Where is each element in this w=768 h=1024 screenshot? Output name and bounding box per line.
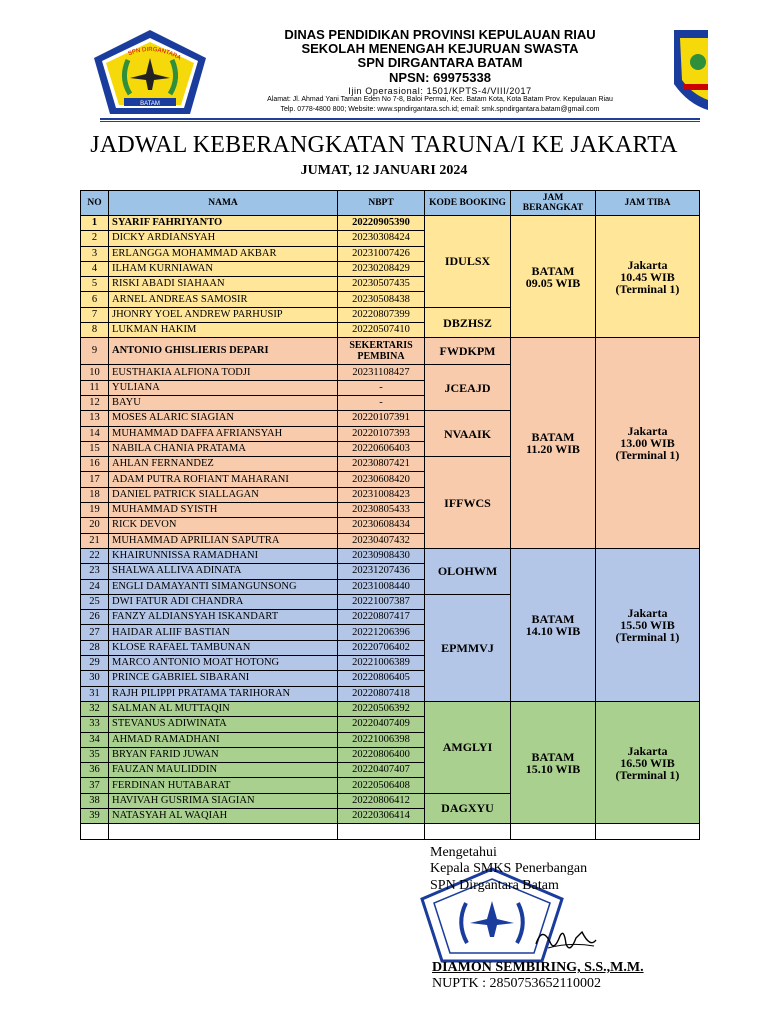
arrival-terminal: (Terminal 1) bbox=[615, 629, 680, 644]
table-row bbox=[81, 701, 700, 716]
letterhead-school-name: SPN DIRGANTARA BATAM bbox=[357, 55, 523, 70]
row-no: 15 bbox=[81, 441, 109, 456]
row-nbpt: 20221006389 bbox=[338, 656, 425, 671]
row-no: 5 bbox=[81, 277, 109, 292]
row-nbpt: - bbox=[338, 395, 425, 410]
table-empty-row bbox=[81, 824, 700, 839]
arrival-city: Jakarta bbox=[627, 743, 668, 758]
header-nama: NAMA bbox=[109, 191, 338, 216]
arrival-terminal: (Terminal 1) bbox=[615, 767, 680, 782]
row-no: 35 bbox=[81, 747, 109, 762]
row-nbpt: 20220706402 bbox=[338, 640, 425, 655]
row-no: 39 bbox=[81, 808, 109, 823]
arrival-cell bbox=[596, 548, 700, 701]
arrival-time: 13.00 WIB bbox=[620, 436, 675, 451]
row-nbpt: 20220107391 bbox=[338, 411, 425, 426]
row-nama: RICK DEVON bbox=[109, 518, 338, 533]
row-no: 28 bbox=[81, 640, 109, 655]
row-no: 34 bbox=[81, 732, 109, 747]
row-nama: FANZY ALDIANSYAH ISKANDART bbox=[109, 610, 338, 625]
row-nama: PRINCE GABRIEL SIBARANI bbox=[109, 671, 338, 686]
empty-cell bbox=[338, 824, 425, 839]
departure-cell bbox=[511, 701, 596, 823]
letterhead-dinas: DINAS PENDIDIKAN PROVINSI KEPULAUAN RIAU bbox=[284, 27, 596, 42]
row-nbpt: 20220807418 bbox=[338, 686, 425, 701]
row-nbpt: 20230608420 bbox=[338, 472, 425, 487]
logo-caption: BATAM bbox=[140, 101, 160, 107]
row-nbpt: 20230608434 bbox=[338, 518, 425, 533]
row-nama: BAYU bbox=[109, 395, 338, 410]
row-no: 38 bbox=[81, 793, 109, 808]
arrival-city: Jakarta bbox=[627, 605, 668, 620]
row-nama: MUHAMMAD SYISTH bbox=[109, 503, 338, 518]
booking-code: EPMMVJ bbox=[425, 594, 511, 701]
row-no: 1 bbox=[81, 216, 109, 231]
row-nama: KHAIRUNNISSA RAMADHANI bbox=[109, 548, 338, 563]
row-nbpt: 20220506392 bbox=[338, 701, 425, 716]
letterhead bbox=[90, 20, 700, 120]
empty-cell bbox=[425, 824, 511, 839]
row-nbpt: 20231207436 bbox=[338, 564, 425, 579]
departure-city: BATAM bbox=[531, 263, 575, 278]
letterhead-npsn: NPSN: 69975338 bbox=[389, 70, 491, 85]
row-nama: YULIANA bbox=[109, 380, 338, 395]
page-date: JUMAT, 12 JANUARI 2024 bbox=[300, 163, 468, 178]
row-nbpt: 20230308424 bbox=[338, 231, 425, 246]
row-no: 20 bbox=[81, 518, 109, 533]
row-nbpt: 20220806412 bbox=[338, 793, 425, 808]
arrival-cell bbox=[596, 701, 700, 823]
row-nbpt: 20220507410 bbox=[338, 323, 425, 338]
arrival-terminal: (Terminal 1) bbox=[615, 448, 680, 463]
departure-time: 11.20 WIB bbox=[526, 442, 580, 457]
departure-cell bbox=[511, 548, 596, 701]
row-nama: DWI FATUR ADI CHANDRA bbox=[109, 594, 338, 609]
row-nbpt: 20230507435 bbox=[338, 277, 425, 292]
booking-code: DAGXYU bbox=[425, 793, 511, 824]
header-jam-berangkat: JAM BERANGKAT bbox=[511, 191, 596, 216]
row-no: 13 bbox=[81, 411, 109, 426]
row-no: 33 bbox=[81, 717, 109, 732]
letterhead-address: Alamat: Jl. Ahmad Yani Taman Eden No 7-8, Baloi Permai, Kec. Batam Kota, Kota Batam Prov. Kepulauan Riau bbox=[267, 96, 613, 103]
departure-cell bbox=[511, 216, 596, 338]
row-nama: FAUZAN MAULIDDIN bbox=[109, 763, 338, 778]
header-jam-tiba: JAM TIBA bbox=[596, 191, 700, 216]
row-no: 4 bbox=[81, 261, 109, 276]
row-no: 18 bbox=[81, 487, 109, 502]
signature-scribble bbox=[530, 918, 600, 958]
row-nama: ANTONIO GHISLIERIS DEPARI bbox=[109, 338, 338, 365]
row-nbpt: 20231008423 bbox=[338, 487, 425, 502]
page-title: JADWAL KEBERANGKATAN TARUNA/I KE JAKARTA bbox=[90, 132, 678, 158]
row-nama: HAVIVAH GUSRIMA SIAGIAN bbox=[109, 793, 338, 808]
booking-code: IFFWCS bbox=[425, 457, 511, 549]
row-nbpt: 20230807421 bbox=[338, 457, 425, 472]
row-nama: ERLANGGA MOHAMMAD AKBAR bbox=[109, 246, 338, 261]
row-nbpt: 20221007387 bbox=[338, 594, 425, 609]
row-nbpt: 20230908430 bbox=[338, 548, 425, 563]
row-nama: MOSES ALARIC SIAGIAN bbox=[109, 411, 338, 426]
row-nbpt: 20230407432 bbox=[338, 533, 425, 548]
row-nbpt: - bbox=[338, 380, 425, 395]
departure-time: 09.05 WIB bbox=[525, 275, 581, 290]
booking-code: FWDKPM bbox=[425, 338, 511, 365]
departure-city: BATAM bbox=[531, 749, 575, 764]
row-nama: JHONRY YOEL ANDREW PARHUSIP bbox=[109, 307, 338, 322]
row-nbpt: 20220606403 bbox=[338, 441, 425, 456]
row-nbpt: 20230208429 bbox=[338, 261, 425, 276]
letterhead-school-type: SEKOLAH MENENGAH KEJURUAN SWASTA bbox=[301, 41, 579, 56]
row-no: 14 bbox=[81, 426, 109, 441]
row-nama: ENGLI DAMAYANTI SIMANGUNSONG bbox=[109, 579, 338, 594]
departure-time: 15.10 WIB bbox=[525, 761, 581, 776]
row-nbpt: SEKERTARIS PEMBINA bbox=[338, 338, 425, 365]
row-no: 25 bbox=[81, 594, 109, 609]
table-row bbox=[81, 338, 700, 365]
row-nama: NATASYAH AL WAQIAH bbox=[109, 808, 338, 823]
row-no: 10 bbox=[81, 365, 109, 380]
row-nbpt: 20220506408 bbox=[338, 778, 425, 793]
header-kode-booking: KODE BOOKING bbox=[425, 191, 511, 216]
letterhead-rule-bottom bbox=[100, 121, 700, 122]
arrival-time: 15.50 WIB bbox=[620, 617, 675, 632]
row-nbpt: 20220407409 bbox=[338, 717, 425, 732]
row-nbpt: 20231108427 bbox=[338, 365, 425, 380]
booking-code: OLOHWM bbox=[425, 548, 511, 594]
letterhead-contact: Telp. 0778-4800 800; Website: www.spndirgantara.sch.id; email: smk.spndirgantara.batam@gmail.com bbox=[280, 106, 600, 113]
row-no: 36 bbox=[81, 763, 109, 778]
row-nbpt: 20221006398 bbox=[338, 732, 425, 747]
row-nbpt: 20231007426 bbox=[338, 246, 425, 261]
row-no: 24 bbox=[81, 579, 109, 594]
row-nama: BRYAN FARID JUWAN bbox=[109, 747, 338, 762]
table-header-row bbox=[81, 191, 700, 216]
row-nama: MUHAMMAD APRILIAN SAPUTRA bbox=[109, 533, 338, 548]
booking-code: IDULSX bbox=[425, 216, 511, 308]
header-nbpt: NBPT bbox=[338, 191, 425, 216]
row-nama: RISKI ABADI SIAHAAN bbox=[109, 277, 338, 292]
row-no: 31 bbox=[81, 686, 109, 701]
row-nama: SALMAN AL MUTTAQIN bbox=[109, 701, 338, 716]
signature-mengetahui: Mengetahui bbox=[430, 845, 497, 860]
row-no: 8 bbox=[81, 323, 109, 338]
row-nama: MARCO ANTONIO MOAT HOTONG bbox=[109, 656, 338, 671]
booking-code: AMGLYI bbox=[425, 701, 511, 793]
signatory-nuptk: NUPTK : 2850753652110002 bbox=[432, 976, 602, 991]
departure-city: BATAM bbox=[531, 611, 575, 626]
arrival-time: 10.45 WIB bbox=[620, 269, 675, 284]
row-nama: AHMAD RAMADHANI bbox=[109, 732, 338, 747]
row-nama: HAIDAR ALIIF BASTIAN bbox=[109, 625, 338, 640]
row-no: 17 bbox=[81, 472, 109, 487]
booking-code: DBZHSZ bbox=[425, 307, 511, 338]
row-no: 9 bbox=[81, 338, 109, 365]
row-no: 23 bbox=[81, 564, 109, 579]
row-nama: MUHAMMAD DAFFA AFRIANSYAH bbox=[109, 426, 338, 441]
row-no: 29 bbox=[81, 656, 109, 671]
row-no: 11 bbox=[81, 380, 109, 395]
letterhead-ijin: Ijin Operasional: 1501/KPTS-4/VIII/2017 bbox=[348, 86, 532, 96]
row-no: 3 bbox=[81, 246, 109, 261]
signature-institution: SPN Dirgantara Batam bbox=[430, 878, 559, 893]
empty-cell bbox=[596, 824, 700, 839]
departure-city: BATAM bbox=[531, 430, 575, 445]
table-row bbox=[81, 216, 700, 231]
row-no: 27 bbox=[81, 625, 109, 640]
arrival-time: 16.50 WIB bbox=[620, 755, 675, 770]
row-nama: LUKMAN HAKIM bbox=[109, 323, 338, 338]
arrival-city: Jakarta bbox=[627, 257, 668, 272]
row-nama: STEVANUS ADIWINATA bbox=[109, 717, 338, 732]
row-nama: ARNEL ANDREAS SAMOSIR bbox=[109, 292, 338, 307]
header-no: NO bbox=[81, 191, 109, 216]
signatory-name: DIAMON SEMBIRING, S.S.,M.M. bbox=[432, 960, 644, 975]
departure-time: 14.10 WIB bbox=[525, 623, 581, 638]
row-no: 32 bbox=[81, 701, 109, 716]
empty-cell bbox=[511, 824, 596, 839]
arrival-terminal: (Terminal 1) bbox=[615, 281, 680, 296]
row-nama: DICKY ARDIANSYAH bbox=[109, 231, 338, 246]
empty-cell bbox=[81, 824, 109, 839]
arrival-city: Jakarta bbox=[627, 424, 668, 439]
row-nama: KLOSE RAFAEL TAMBUNAN bbox=[109, 640, 338, 655]
row-no: 37 bbox=[81, 778, 109, 793]
row-no: 30 bbox=[81, 671, 109, 686]
row-nbpt: 20230805433 bbox=[338, 503, 425, 518]
letterhead-rule-top bbox=[100, 118, 700, 120]
row-no: 6 bbox=[81, 292, 109, 307]
row-no: 12 bbox=[81, 395, 109, 410]
row-nama: ILHAM KURNIAWAN bbox=[109, 261, 338, 276]
row-nama: EUSTHAKIA ALFIONA TODJI bbox=[109, 365, 338, 380]
booking-code: NVAAIK bbox=[425, 411, 511, 457]
signature-jabatan: Kepala SMKS Penerbangan bbox=[430, 861, 588, 876]
arrival-cell bbox=[596, 216, 700, 338]
empty-cell bbox=[109, 824, 338, 839]
row-nbpt: 20221206396 bbox=[338, 625, 425, 640]
school-logo bbox=[90, 28, 210, 116]
row-no: 2 bbox=[81, 231, 109, 246]
row-nbpt: 20220107393 bbox=[338, 426, 425, 441]
row-nama: NABILA CHANIA PRATAMA bbox=[109, 441, 338, 456]
row-nbpt: 20220306414 bbox=[338, 808, 425, 823]
row-nama: SHALWA ALLIVA ADINATA bbox=[109, 564, 338, 579]
row-nbpt: 20220806405 bbox=[338, 671, 425, 686]
row-nama: ADAM PUTRA ROFIANT MAHARANI bbox=[109, 472, 338, 487]
row-no: 21 bbox=[81, 533, 109, 548]
row-no: 26 bbox=[81, 610, 109, 625]
departure-cell bbox=[511, 338, 596, 549]
row-nama: RAJH PILIPPI PRATAMA TARIHORAN bbox=[109, 686, 338, 701]
row-no: 7 bbox=[81, 307, 109, 322]
table-row bbox=[81, 548, 700, 563]
booking-code: JCEAJD bbox=[425, 365, 511, 411]
row-nbpt: 20220407407 bbox=[338, 763, 425, 778]
arrival-cell bbox=[596, 338, 700, 549]
row-no: 16 bbox=[81, 457, 109, 472]
row-no: 22 bbox=[81, 548, 109, 563]
row-nbpt: 20231008440 bbox=[338, 579, 425, 594]
row-nama: SYARIF FAHRIYANTO bbox=[109, 216, 338, 231]
schedule-table bbox=[80, 190, 700, 840]
row-nbpt: 20230508438 bbox=[338, 292, 425, 307]
logo-arc-text: SPN DIRGANTARA bbox=[127, 46, 182, 62]
row-nama: DANIEL PATRICK SIALLAGAN bbox=[109, 487, 338, 502]
row-nbpt: 20220905390 bbox=[338, 216, 425, 231]
row-no: 19 bbox=[81, 503, 109, 518]
row-nbpt: 20220806400 bbox=[338, 747, 425, 762]
row-nama: AHLAN FERNANDEZ bbox=[109, 457, 338, 472]
row-nbpt: 20220807417 bbox=[338, 610, 425, 625]
province-emblem bbox=[668, 24, 708, 116]
row-nbpt: 20220807399 bbox=[338, 307, 425, 322]
row-nama: FERDINAN HUTABARAT bbox=[109, 778, 338, 793]
